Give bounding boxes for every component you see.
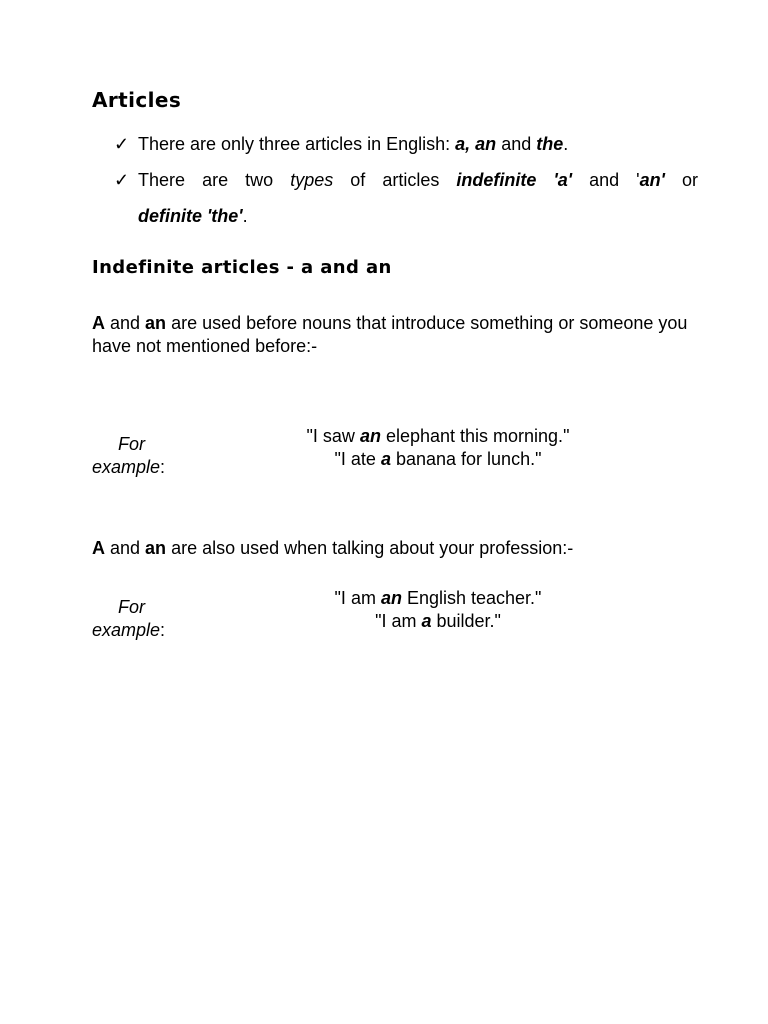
document-page: Articles ✓ There are only three articles in English: a, an and the. ✓ There are two types of articles indefinite 'a' and 'an' or definite 'the'. Indefinite articles - a and an A and an are used before nouns that introduce something or someone you have not mentioned before:- For example: "I saw an elephant this morning." "I ate a banana for lunch." A and an are also used when talking about your profession:- For example: "I am an English teacher." "I am a builder." bbox=[0, 0, 768, 1024]
checkmark-icon: ✓ bbox=[114, 170, 130, 190]
example-sentence: "I saw an elephant this morning." bbox=[306, 426, 570, 446]
section-heading: Indefinite articles - a and an bbox=[92, 257, 392, 278]
bullet-text: There are only three articles in English: a, an and the. bbox=[138, 134, 569, 154]
example-sentence: "I am a builder." bbox=[375, 611, 501, 631]
example-sentence: "I ate a banana for lunch." bbox=[334, 449, 542, 469]
bullet-text: There are two types of articles indefinite 'a' and 'an' or bbox=[138, 170, 698, 190]
bullet-text-continuation: definite 'the'. bbox=[138, 206, 248, 226]
example-quotes bbox=[240, 425, 636, 471]
page-title: Articles bbox=[92, 88, 182, 112]
checkmark-icon: ✓ bbox=[114, 134, 130, 154]
example-sentence: "I am an English teacher." bbox=[334, 588, 542, 608]
paragraph-profession: A and an are also used when talking about your profession:- bbox=[92, 538, 574, 558]
paragraph-intro: A and an are used before nouns that introduce something or someone you have not mentioned before:- bbox=[92, 313, 688, 356]
example-quotes bbox=[240, 587, 636, 633]
